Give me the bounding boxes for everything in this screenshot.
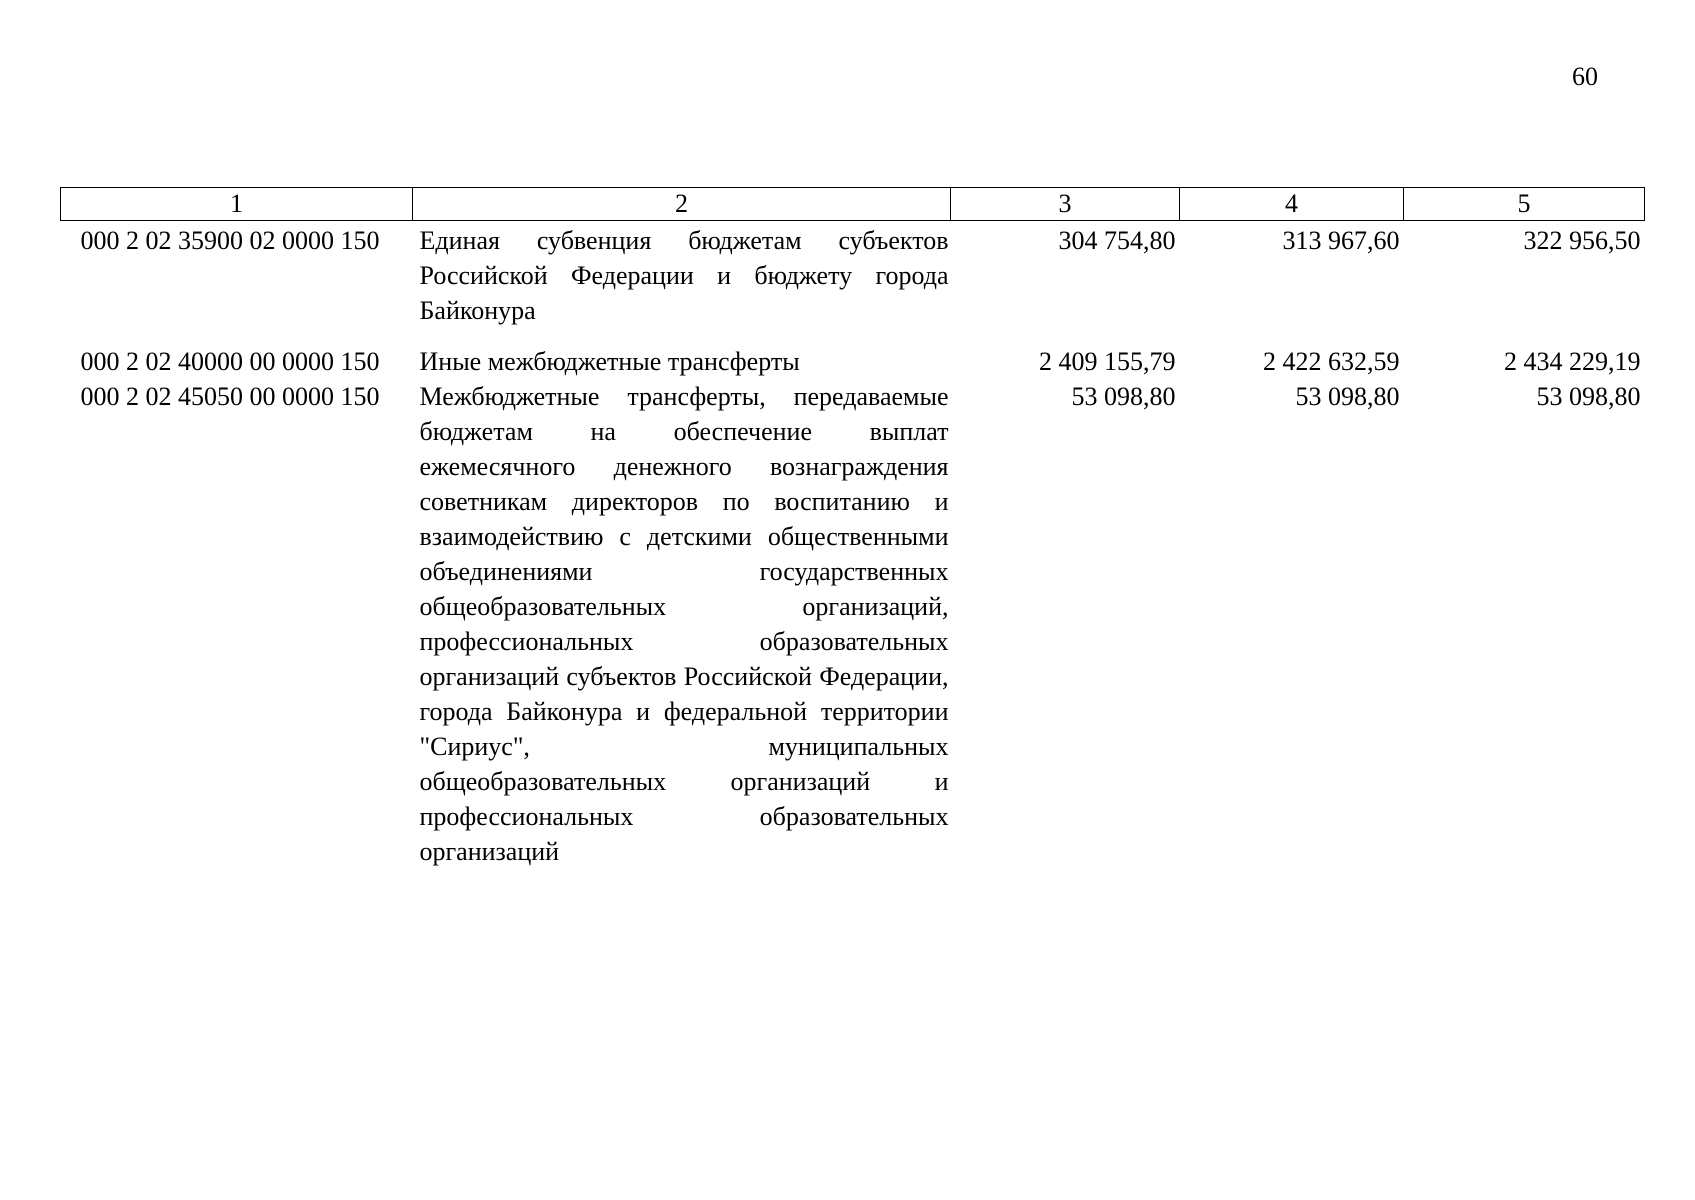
header-col-2: 2 bbox=[413, 188, 951, 221]
table-header bbox=[61, 188, 1645, 221]
row-value-col-5: 322 956,50 bbox=[1523, 226, 1641, 255]
row-code: 000 2 02 35900 02 0000 150 bbox=[80, 226, 380, 255]
row-value-col-3: 53 098,80 bbox=[1071, 382, 1176, 411]
page-number: 60 bbox=[1572, 62, 1598, 91]
row-value-col-4: 53 098,80 bbox=[1295, 382, 1400, 411]
table-row bbox=[61, 379, 1645, 869]
header-row bbox=[61, 188, 1645, 221]
header-col-5: 5 bbox=[1404, 188, 1645, 221]
table-body bbox=[61, 221, 1645, 870]
row-value-col-5: 2 434 229,19 bbox=[1504, 347, 1641, 376]
row-name: Иные межбюджетные трансферты bbox=[419, 347, 800, 376]
row-code: 000 2 02 40000 00 0000 150 bbox=[80, 347, 380, 376]
row-code: 000 2 02 45050 00 0000 150 bbox=[80, 382, 380, 411]
row-value-col-3: 304 754,80 bbox=[1058, 226, 1176, 255]
header-col-1: 1 bbox=[61, 188, 413, 221]
header-col-4: 4 bbox=[1180, 188, 1404, 221]
budget-table bbox=[60, 187, 1645, 869]
row-value-col-4: 2 422 632,59 bbox=[1263, 347, 1400, 376]
row-name: Межбюджетные трансферты, передаваемые бюджетам на обеспечение выплат ежемесячного денежного вознаграждения советникам директоров по воспитанию и взаимодействию с детскими общественными объединениями государственных общеобразовательных организаций, профессиональных образовательных организаций субъектов Российской Федерации, города Байконура и федеральной территории "Сириус", муниципальных общеобразовательных организаций и профессиональных образовательных организаций bbox=[419, 382, 949, 866]
header-col-3: 3 bbox=[951, 188, 1180, 221]
row-name: Единая субвенция бюджетам субъектов Российской Федерации и бюджету города Байконура bbox=[419, 226, 949, 325]
table-row bbox=[61, 344, 1645, 379]
row-value-col-5: 53 098,80 bbox=[1536, 382, 1641, 411]
table-row bbox=[61, 221, 1645, 345]
row-value-col-4: 313 967,60 bbox=[1282, 226, 1400, 255]
row-value-col-3: 2 409 155,79 bbox=[1039, 347, 1176, 376]
